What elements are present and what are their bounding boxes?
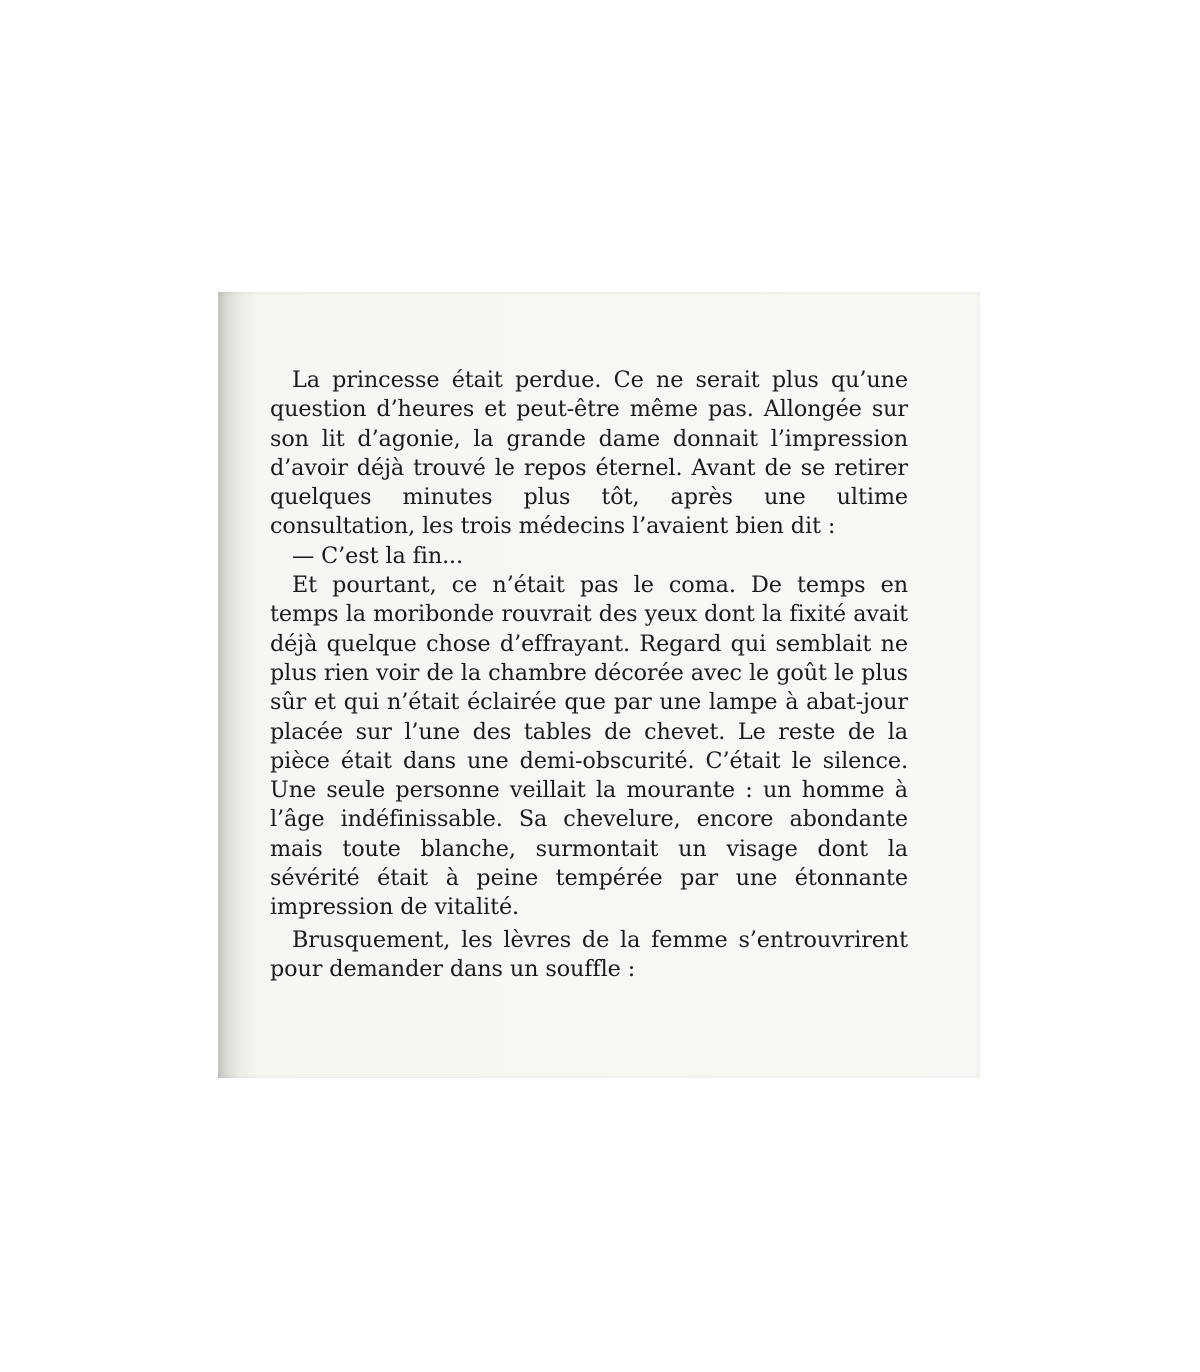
- paragraph-3: Et pourtant, ce n’était pas le coma. De temps en temps la moribonde rouvrait des yeux dont la fixité avait déjà quelque chose d’effrayant. Regard qui semblait ne plus rien voir de la chambre décorée avec le goût le plus sûr et qui n’était éclairée que par une lampe à abat-jour placée sur l’une des tables de chevet. Le reste de la pièce était dans une demi-obscurité. C’était le silence. Une seule personne veillait la mourante : un homme à l’âge indéfinissable. Sa chevelure, encore abondante mais toute blanche, surmontait un visage dont la sévérité était à peine tempérée par une étonnante impression de vitalité.: [270, 572, 908, 921]
- paragraph-2-dialogue: — C’est la fin...: [292, 542, 464, 569]
- scanned-page: [218, 292, 980, 1078]
- paragraph-4: Brusquement, les lèvres de la femme s’entrouvrirent pour demander dans un souffle :: [270, 926, 908, 982]
- body-text: [270, 366, 908, 984]
- paragraph-1: La princesse était perdue. Ce ne serait plus qu’une question d’heures et peut-être même pas. Allongée sur son lit d’agonie, la grande dame donnait l’impression d’avoir déjà trouvé le repos éternel. Avant de se retirer quelques minutes plus tôt, après une ultime consultation, les trois médecins l’avaient bien dit :: [270, 367, 908, 540]
